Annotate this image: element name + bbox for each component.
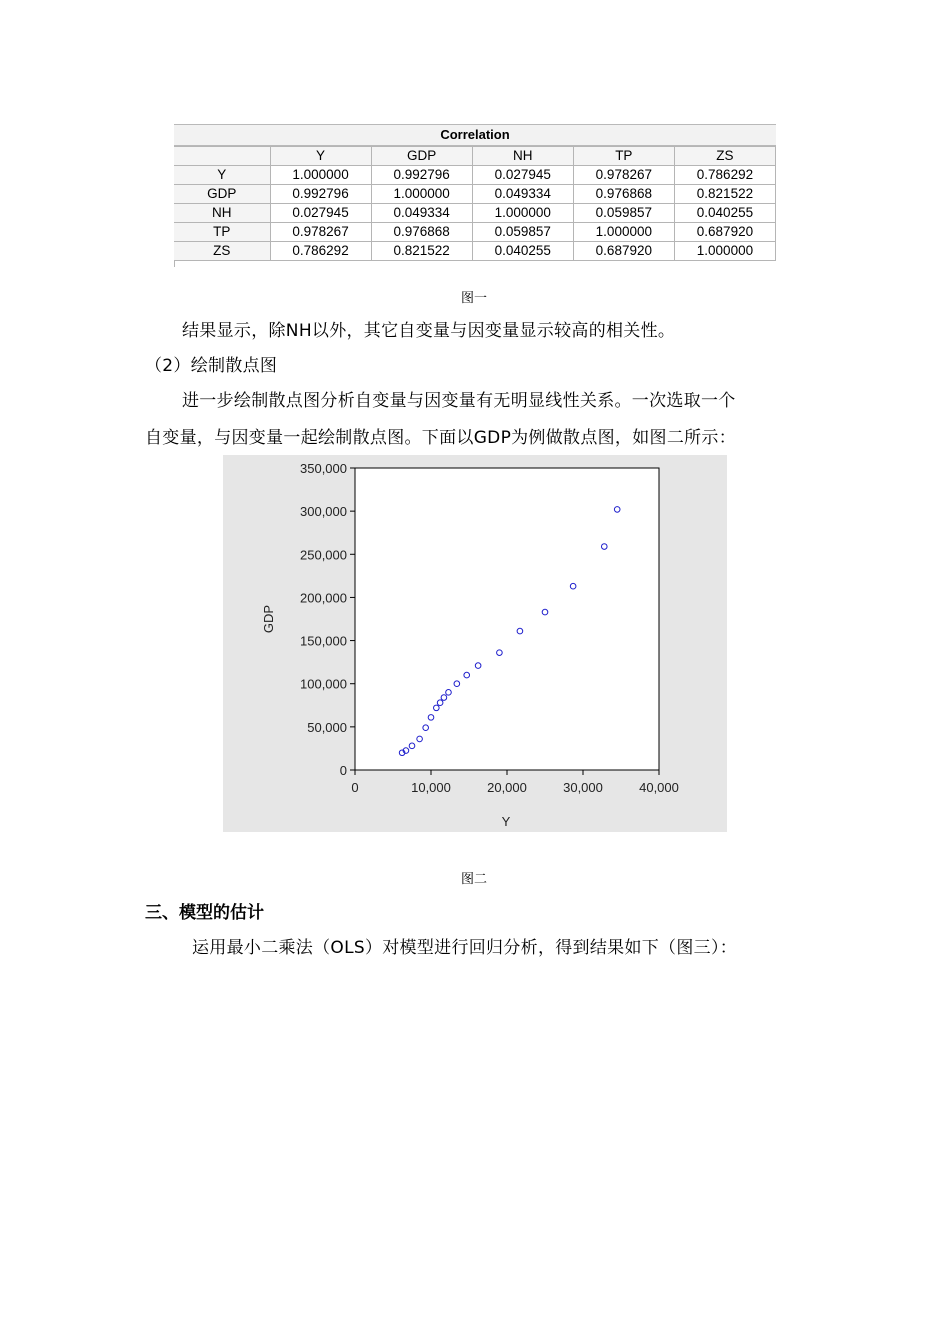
table-cell: 0.687920 bbox=[674, 223, 775, 242]
table-cell: 0.027945 bbox=[270, 204, 371, 223]
figure-caption-1: 图一 bbox=[461, 291, 488, 306]
table-cell: 0.992796 bbox=[270, 185, 371, 204]
table-row bbox=[174, 185, 776, 204]
table-cell: 1.000000 bbox=[674, 242, 775, 261]
correlation-title: Correlation bbox=[174, 124, 776, 146]
table-cell: 0.040255 bbox=[674, 204, 775, 223]
table-cell: 1.000000 bbox=[371, 185, 472, 204]
y-tick-label: 0 bbox=[339, 763, 347, 778]
paragraph-scatter-line2: 自变量，与因变量一起绘制散点图。下面以GDP为例做散点图，如图二所示： bbox=[145, 428, 737, 448]
x-tick-label: 10,000 bbox=[411, 780, 451, 795]
table-row bbox=[174, 223, 776, 242]
column-header: GDP bbox=[371, 147, 472, 166]
table-cell: 0.027945 bbox=[472, 166, 573, 185]
table-cell: 0.976868 bbox=[573, 185, 674, 204]
table-cell: 0.059857 bbox=[472, 223, 573, 242]
table-cell: 0.976868 bbox=[371, 223, 472, 242]
paragraph-ols: 运用最小二乘法（OLS）对模型进行回归分析，得到结果如下（图三）： bbox=[192, 938, 738, 958]
table-cell: 0.821522 bbox=[371, 242, 472, 261]
row-header: GDP bbox=[174, 185, 270, 204]
row-header: NH bbox=[174, 204, 270, 223]
column-header: ZS bbox=[674, 147, 775, 166]
table-cell: 0.978267 bbox=[573, 166, 674, 185]
section-heading: 三、模型的估计 bbox=[145, 903, 264, 923]
x-tick-label: 20,000 bbox=[487, 780, 527, 795]
row-header: Y bbox=[174, 166, 270, 185]
table-cell: 0.059857 bbox=[573, 204, 674, 223]
x-tick-label: 30,000 bbox=[563, 780, 603, 795]
table-cell: 0.786292 bbox=[270, 242, 371, 261]
y-tick-label: 100,000 bbox=[300, 676, 347, 692]
y-tick-label: 250,000 bbox=[300, 547, 347, 563]
paragraph-result: 结果显示，除NH以外，其它自变量与因变量显示较高的相关性。 bbox=[182, 321, 676, 341]
x-tick-label: 40,000 bbox=[639, 780, 679, 795]
subheading-scatter: （2）绘制散点图 bbox=[145, 356, 278, 376]
table-cell: 0.049334 bbox=[371, 204, 472, 223]
column-header: NH bbox=[472, 147, 573, 166]
table-cell: 0.992796 bbox=[371, 166, 472, 185]
table-row bbox=[174, 204, 776, 223]
scatter-plot-svg bbox=[223, 455, 727, 832]
row-header: ZS bbox=[174, 242, 270, 261]
table-cell: 0.978267 bbox=[270, 223, 371, 242]
table-cell: 1.000000 bbox=[573, 223, 674, 242]
plot-area bbox=[355, 468, 659, 770]
column-header: Y bbox=[270, 147, 371, 166]
table-row bbox=[174, 242, 776, 261]
y-tick-label: 50,000 bbox=[307, 719, 347, 735]
y-tick-label: 300,000 bbox=[300, 504, 347, 520]
figure-caption-2: 图二 bbox=[461, 872, 488, 887]
table-cell: 0.786292 bbox=[674, 166, 775, 185]
y-tick-label: 150,000 bbox=[300, 633, 347, 649]
x-tick-label: 0 bbox=[351, 780, 359, 795]
y-tick-label: 200,000 bbox=[300, 590, 347, 606]
table-row bbox=[174, 166, 776, 185]
table-cell: 0.687920 bbox=[573, 242, 674, 261]
table-cell: 0.040255 bbox=[472, 242, 573, 261]
y-axis-label: GDP bbox=[261, 604, 276, 634]
table-corner bbox=[174, 147, 270, 166]
row-header: TP bbox=[174, 223, 270, 242]
y-tick-label: 350,000 bbox=[300, 461, 347, 476]
table-cell: 0.049334 bbox=[472, 185, 573, 204]
paragraph-scatter-line1: 进一步绘制散点图分析自变量与因变量有无明显线性关系。一次选取一个 bbox=[182, 391, 736, 411]
table-cell: 1.000000 bbox=[270, 166, 371, 185]
column-header: TP bbox=[573, 147, 674, 166]
table-cell: 0.821522 bbox=[674, 185, 775, 204]
scatter-plot bbox=[223, 455, 727, 832]
x-axis-label: Y bbox=[501, 814, 511, 829]
correlation-table bbox=[174, 124, 776, 267]
table-cell: 1.000000 bbox=[472, 204, 573, 223]
